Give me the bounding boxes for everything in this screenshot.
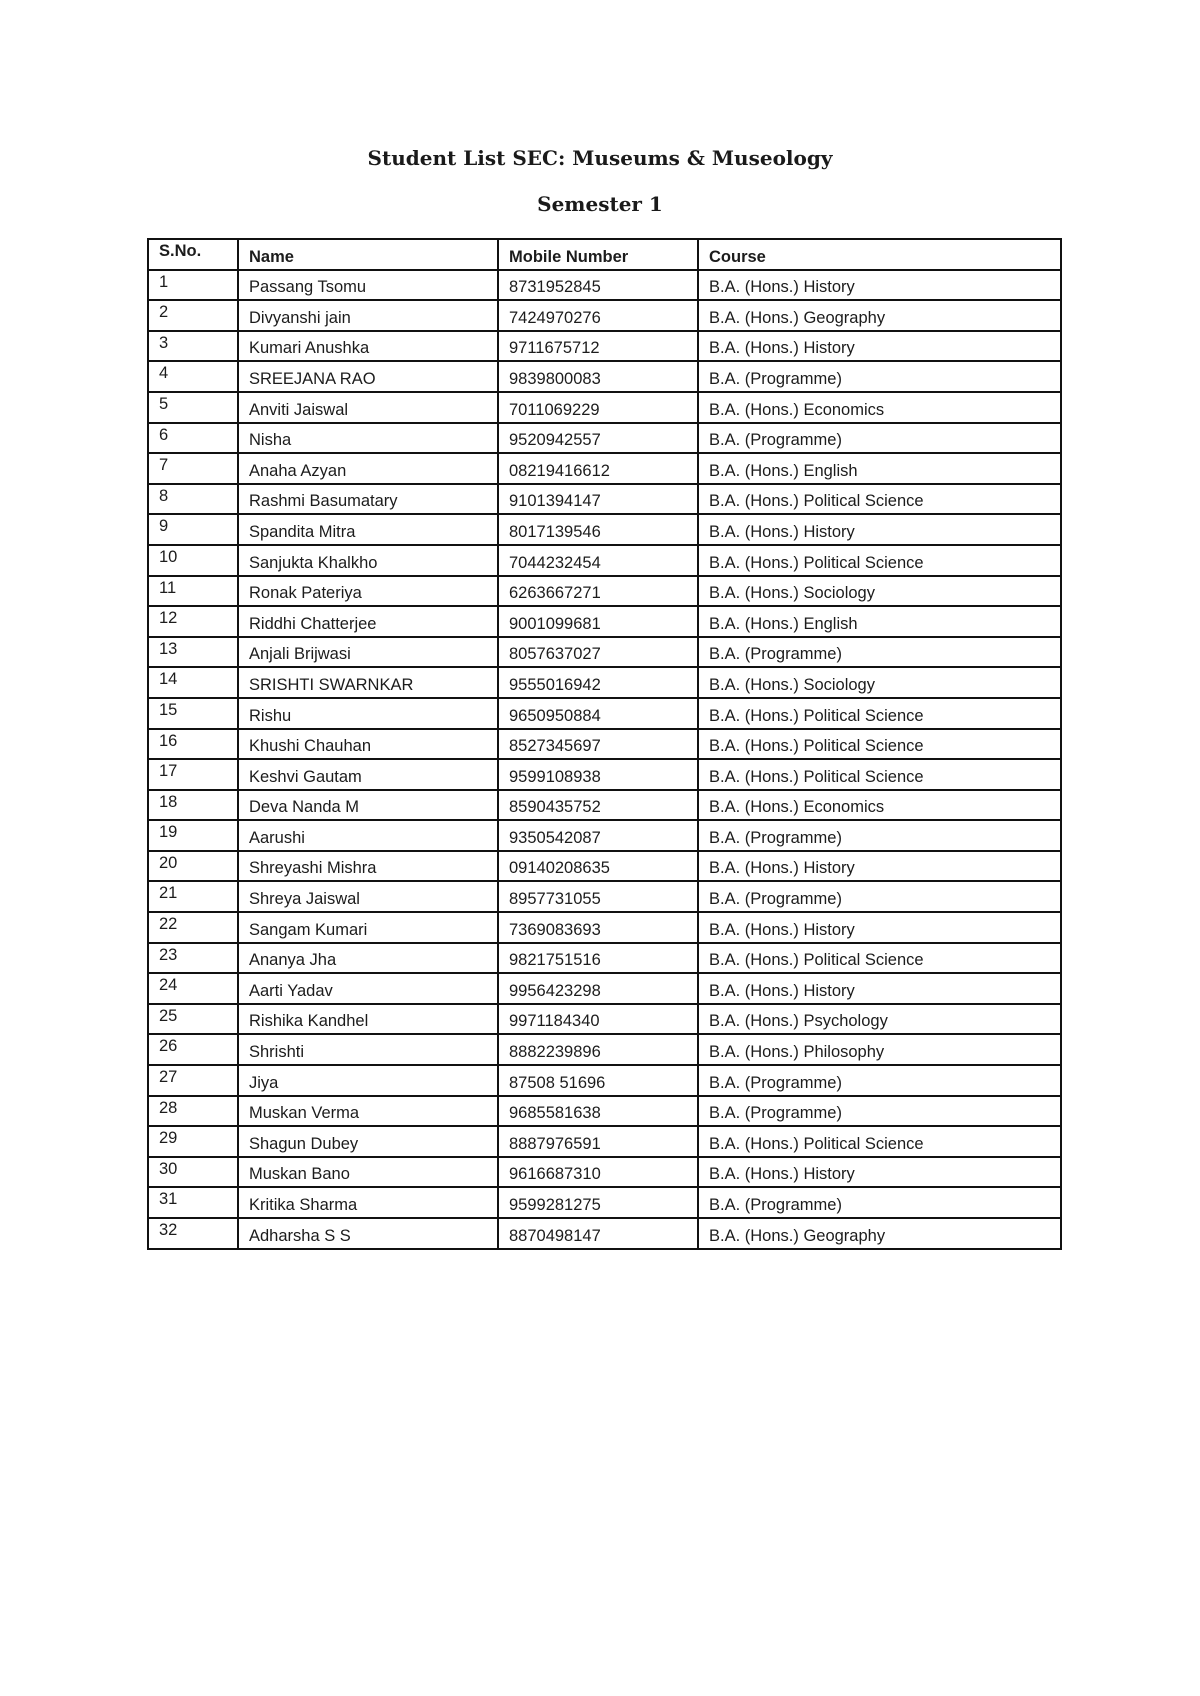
- cell-name: Adharsha S S: [238, 1218, 498, 1249]
- cell-mobile: 9616687310: [498, 1157, 698, 1188]
- cell-course: B.A. (Hons.) Economics: [698, 392, 1061, 423]
- table-row: [148, 698, 1061, 729]
- cell-sno: 29: [148, 1126, 238, 1157]
- cell-name: Ronak Pateriya: [238, 576, 498, 607]
- cell-name: Muskan Bano: [238, 1157, 498, 1188]
- cell-course: B.A. (Programme): [698, 423, 1061, 454]
- cell-name: Shreyashi Mishra: [238, 851, 498, 882]
- table-row: [148, 392, 1061, 423]
- cell-course: B.A. (Hons.) Political Science: [698, 759, 1061, 790]
- cell-sno: 19: [148, 820, 238, 851]
- column-header-mobile: Mobile Number: [498, 239, 698, 270]
- cell-sno: 1: [148, 270, 238, 301]
- cell-mobile: 7011069229: [498, 392, 698, 423]
- cell-name: Muskan Verma: [238, 1096, 498, 1127]
- cell-mobile: 9555016942: [498, 667, 698, 698]
- table-row: [148, 1096, 1061, 1127]
- table-row: [148, 912, 1061, 943]
- cell-name: Sangam Kumari: [238, 912, 498, 943]
- cell-name: Sanjukta Khalkho: [238, 545, 498, 576]
- cell-name: Jiya: [238, 1065, 498, 1096]
- table-row: [148, 1157, 1061, 1188]
- cell-name: Shrishti: [238, 1034, 498, 1065]
- cell-sno: 13: [148, 637, 238, 668]
- cell-sno: 17: [148, 759, 238, 790]
- cell-sno: 11: [148, 576, 238, 607]
- cell-course: B.A. (Hons.) History: [698, 331, 1061, 362]
- table-row: [148, 453, 1061, 484]
- cell-mobile: 8527345697: [498, 729, 698, 760]
- table-row: [148, 514, 1061, 545]
- cell-name: Deva Nanda M: [238, 790, 498, 821]
- cell-name: Khushi Chauhan: [238, 729, 498, 760]
- cell-name: Aarti Yadav: [238, 973, 498, 1004]
- cell-course: B.A. (Hons.) Geography: [698, 300, 1061, 331]
- cell-mobile: 87508 51696: [498, 1065, 698, 1096]
- table-body: [148, 270, 1061, 1249]
- cell-mobile: 9685581638: [498, 1096, 698, 1127]
- cell-course: B.A. (Hons.) History: [698, 912, 1061, 943]
- cell-course: B.A. (Hons.) Geography: [698, 1218, 1061, 1249]
- cell-course: B.A. (Programme): [698, 637, 1061, 668]
- table-row: [148, 759, 1061, 790]
- table-row: [148, 851, 1061, 882]
- cell-sno: 32: [148, 1218, 238, 1249]
- cell-course: B.A. (Hons.) Sociology: [698, 576, 1061, 607]
- cell-mobile: 9650950884: [498, 698, 698, 729]
- cell-sno: 31: [148, 1187, 238, 1218]
- cell-course: B.A. (Hons.) History: [698, 851, 1061, 882]
- table-row: [148, 423, 1061, 454]
- cell-course: B.A. (Programme): [698, 361, 1061, 392]
- cell-course: B.A. (Hons.) English: [698, 606, 1061, 637]
- cell-course: B.A. (Hons.) Political Science: [698, 943, 1061, 974]
- cell-sno: 22: [148, 912, 238, 943]
- cell-mobile: 7369083693: [498, 912, 698, 943]
- student-table: [147, 238, 1062, 1250]
- cell-mobile: 8590435752: [498, 790, 698, 821]
- cell-course: B.A. (Programme): [698, 1096, 1061, 1127]
- table-row: [148, 1065, 1061, 1096]
- cell-mobile: 9821751516: [498, 943, 698, 974]
- cell-mobile: 7424970276: [498, 300, 698, 331]
- cell-sno: 26: [148, 1034, 238, 1065]
- cell-sno: 23: [148, 943, 238, 974]
- column-header-course: Course: [698, 239, 1061, 270]
- table-row: [148, 881, 1061, 912]
- cell-course: B.A. (Hons.) Political Science: [698, 545, 1061, 576]
- table-row: [148, 361, 1061, 392]
- cell-sno: 3: [148, 331, 238, 362]
- cell-name: Passang Tsomu: [238, 270, 498, 301]
- cell-course: B.A. (Hons.) History: [698, 514, 1061, 545]
- cell-mobile: 8957731055: [498, 881, 698, 912]
- cell-mobile: 9971184340: [498, 1004, 698, 1035]
- cell-mobile: 8731952845: [498, 270, 698, 301]
- cell-mobile: 9711675712: [498, 331, 698, 362]
- cell-name: Divyanshi jain: [238, 300, 498, 331]
- table-row: [148, 606, 1061, 637]
- cell-sno: 8: [148, 484, 238, 515]
- cell-sno: 9: [148, 514, 238, 545]
- cell-name: Spandita Mitra: [238, 514, 498, 545]
- table-row: [148, 637, 1061, 668]
- cell-sno: 4: [148, 361, 238, 392]
- cell-sno: 20: [148, 851, 238, 882]
- cell-mobile: 9350542087: [498, 820, 698, 851]
- cell-name: Rishika Kandhel: [238, 1004, 498, 1035]
- cell-name: Keshvi Gautam: [238, 759, 498, 790]
- cell-name: Ananya Jha: [238, 943, 498, 974]
- table-row: [148, 1126, 1061, 1157]
- cell-name: Nisha: [238, 423, 498, 454]
- cell-mobile: 8017139546: [498, 514, 698, 545]
- cell-sno: 12: [148, 606, 238, 637]
- cell-course: B.A. (Hons.) English: [698, 453, 1061, 484]
- cell-name: Shagun Dubey: [238, 1126, 498, 1157]
- cell-mobile: 9520942557: [498, 423, 698, 454]
- table-row: [148, 667, 1061, 698]
- cell-sno: 21: [148, 881, 238, 912]
- cell-sno: 7: [148, 453, 238, 484]
- cell-name: Rishu: [238, 698, 498, 729]
- table-row: [148, 943, 1061, 974]
- column-header-name: Name: [238, 239, 498, 270]
- cell-course: B.A. (Programme): [698, 881, 1061, 912]
- cell-sno: 30: [148, 1157, 238, 1188]
- cell-sno: 24: [148, 973, 238, 1004]
- cell-sno: 27: [148, 1065, 238, 1096]
- cell-mobile: 9001099681: [498, 606, 698, 637]
- cell-mobile: 6263667271: [498, 576, 698, 607]
- table-row: [148, 576, 1061, 607]
- cell-course: B.A. (Programme): [698, 820, 1061, 851]
- cell-mobile: 09140208635: [498, 851, 698, 882]
- table-row: [148, 973, 1061, 1004]
- cell-name: Kritika Sharma: [238, 1187, 498, 1218]
- cell-mobile: 8882239896: [498, 1034, 698, 1065]
- cell-course: B.A. (Hons.) Psychology: [698, 1004, 1061, 1035]
- cell-mobile: 7044232454: [498, 545, 698, 576]
- cell-course: B.A. (Hons.) Philosophy: [698, 1034, 1061, 1065]
- cell-mobile: 9599108938: [498, 759, 698, 790]
- cell-course: B.A. (Hons.) Political Science: [698, 484, 1061, 515]
- cell-sno: 10: [148, 545, 238, 576]
- cell-course: B.A. (Programme): [698, 1065, 1061, 1096]
- cell-mobile: 8887976591: [498, 1126, 698, 1157]
- page-title: Student List SEC: Museums & Museology: [367, 146, 833, 170]
- cell-name: Shreya Jaiswal: [238, 881, 498, 912]
- table-row: [148, 1187, 1061, 1218]
- cell-name: SREEJANA RAO: [238, 361, 498, 392]
- cell-sno: 2: [148, 300, 238, 331]
- cell-mobile: 9101394147: [498, 484, 698, 515]
- table-header-row: [148, 239, 1061, 270]
- cell-sno: 28: [148, 1096, 238, 1127]
- cell-name: Anaha Azyan: [238, 453, 498, 484]
- cell-name: Kumari Anushka: [238, 331, 498, 362]
- table-row: [148, 331, 1061, 362]
- cell-course: B.A. (Hons.) Political Science: [698, 698, 1061, 729]
- cell-course: B.A. (Hons.) Economics: [698, 790, 1061, 821]
- cell-course: B.A. (Hons.) History: [698, 270, 1061, 301]
- cell-name: Anjali Brijwasi: [238, 637, 498, 668]
- table-row: [148, 484, 1061, 515]
- cell-mobile: 8870498147: [498, 1218, 698, 1249]
- table-row: [148, 729, 1061, 760]
- cell-sno: 5: [148, 392, 238, 423]
- cell-sno: 16: [148, 729, 238, 760]
- cell-sno: 15: [148, 698, 238, 729]
- table-row: [148, 790, 1061, 821]
- table-row: [148, 820, 1061, 851]
- cell-name: Aarushi: [238, 820, 498, 851]
- cell-mobile: 8057637027: [498, 637, 698, 668]
- table-row: [148, 270, 1061, 301]
- cell-course: B.A. (Hons.) History: [698, 1157, 1061, 1188]
- cell-mobile: 08219416612: [498, 453, 698, 484]
- cell-sno: 14: [148, 667, 238, 698]
- cell-course: B.A. (Hons.) Political Science: [698, 729, 1061, 760]
- table-row: [148, 545, 1061, 576]
- table-row: [148, 1218, 1061, 1249]
- cell-sno: 18: [148, 790, 238, 821]
- cell-name: Rashmi Basumatary: [238, 484, 498, 515]
- cell-course: B.A. (Hons.) History: [698, 973, 1061, 1004]
- cell-mobile: 9599281275: [498, 1187, 698, 1218]
- cell-course: B.A. (Hons.) Sociology: [698, 667, 1061, 698]
- cell-sno: 25: [148, 1004, 238, 1035]
- cell-mobile: 9839800083: [498, 361, 698, 392]
- cell-name: SRISHTI SWARNKAR: [238, 667, 498, 698]
- table-row: [148, 300, 1061, 331]
- page-subtitle: Semester 1: [537, 192, 663, 216]
- cell-name: Anviti Jaiswal: [238, 392, 498, 423]
- cell-course: B.A. (Hons.) Political Science: [698, 1126, 1061, 1157]
- cell-course: B.A. (Programme): [698, 1187, 1061, 1218]
- cell-sno: 6: [148, 423, 238, 454]
- cell-mobile: 9956423298: [498, 973, 698, 1004]
- column-header-sno: S.No.: [148, 239, 238, 270]
- cell-name: Riddhi Chatterjee: [238, 606, 498, 637]
- table-row: [148, 1034, 1061, 1065]
- table-row: [148, 1004, 1061, 1035]
